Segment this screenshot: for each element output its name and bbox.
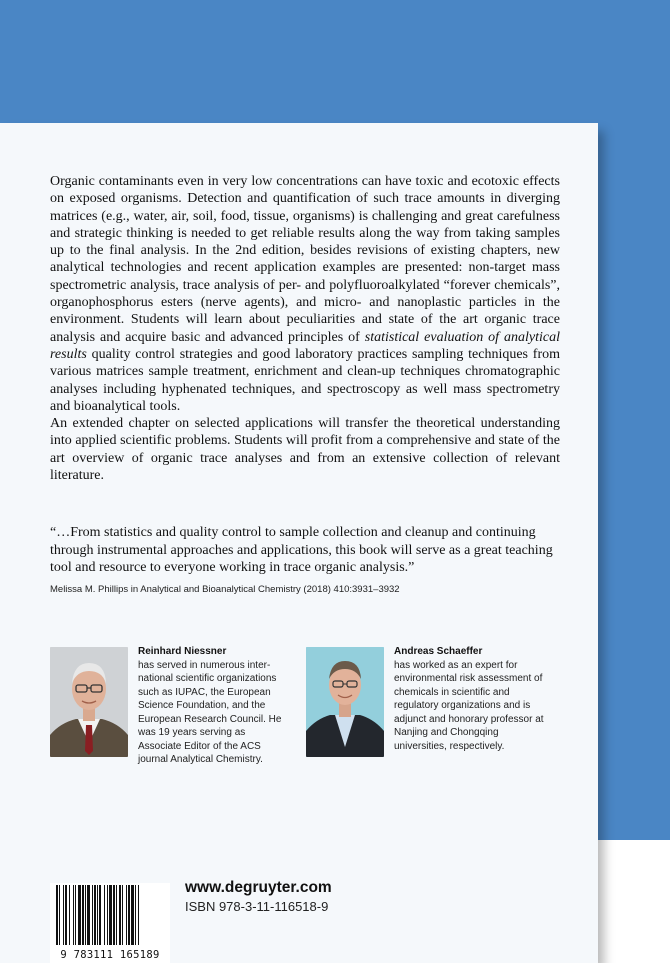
description-emphasis: statistical evaluation of analytical results	[50, 329, 560, 362]
barcode-digits: 9 783111 165189	[60, 949, 160, 961]
author-name: Reinhard Niessner	[138, 646, 227, 657]
author-bio: has worked as an expert for environmental risk assessment of chemicals in scientific and regulatory organizations and is adjunct and honorary professor at Nanjing and Chongqing universities, respectively.	[394, 659, 544, 752]
isbn-number: ISBN 978-3-11-116518-9	[185, 899, 329, 914]
back-cover-panel	[0, 123, 598, 963]
book-description	[50, 173, 560, 484]
author-name: Andreas Schaeffer	[394, 646, 483, 657]
author-bio: has served in numerous international scientific organizations such as IUPAC, the European Science Foundation, and the European Research Council. He was 19 years serving as Associate Editor of the ACS journal Analytical Chemistry.	[138, 659, 282, 765]
portrait-illustration	[50, 647, 128, 757]
description-text: Organic contaminants even in very low concentrations can have toxic and ecotoxic effects on exposed organisms. Detection and quantification of such trace amounts in diverging matrices (e.g., water, air, soil, food, tissue, organisms) is challenging and great carefulness and strategic thinking is needed to get reliable results along the way from taking samples up to the final analysis. In the 2nd edition, besides revisions of existing chapters, new analytical technologies and recent application examples are presented: non-target mass spectrometric analysis, trace analysis of per- and polyfluoroalkylated “forever chemicals”, organophosphorus esters (nerve agents), and micro- and nanoplastic particles in the environment. Students will learn about peculiarities and state of the art organic trace analysis and acquire basic and advanced principles of	[50, 174, 560, 345]
description-paragraph-2: An extended chapter on selected applications will transfer the theoretical understanding into applied scientific problems. Students will profit from a comprehensive and state of the art overview of organic trace analyses and from an extensive collection of relevant literature.	[50, 416, 560, 484]
author-photo-schaeffer	[306, 647, 384, 757]
barcode-graphic	[52, 883, 168, 949]
blue-side-band	[598, 123, 670, 840]
blue-background-band	[0, 0, 670, 123]
description-paragraph-1	[50, 173, 560, 415]
author-bio-niessner	[138, 645, 288, 767]
portrait-illustration	[306, 647, 384, 757]
isbn-barcode	[50, 883, 170, 963]
review-quote: “…From statistics and quality control to sample collection and cleanup and continuing through instrumental approaches and applications, this book will serve as a great teaching tool and resource to everyone working in trace organic analysis.”	[50, 525, 553, 575]
author-bio-schaeffer	[394, 645, 554, 753]
author-photo-niessner	[50, 647, 128, 757]
quote-citation: Melissa M. Phillips in Analytical and Bioanalytical Chemistry (2018) 410:3931–3932	[50, 584, 400, 595]
publisher-website[interactable]: www.degruyter.com	[185, 879, 332, 896]
description-text-continued: quality control strategies and good laboratory practices sampling techniques from various matrices sample treatment, enrichment and clean-up techniques chromatographic analyses including hyphenated techniques, and spectroscopy as well mass spectrometry and bioanalytical tools.	[50, 346, 560, 414]
